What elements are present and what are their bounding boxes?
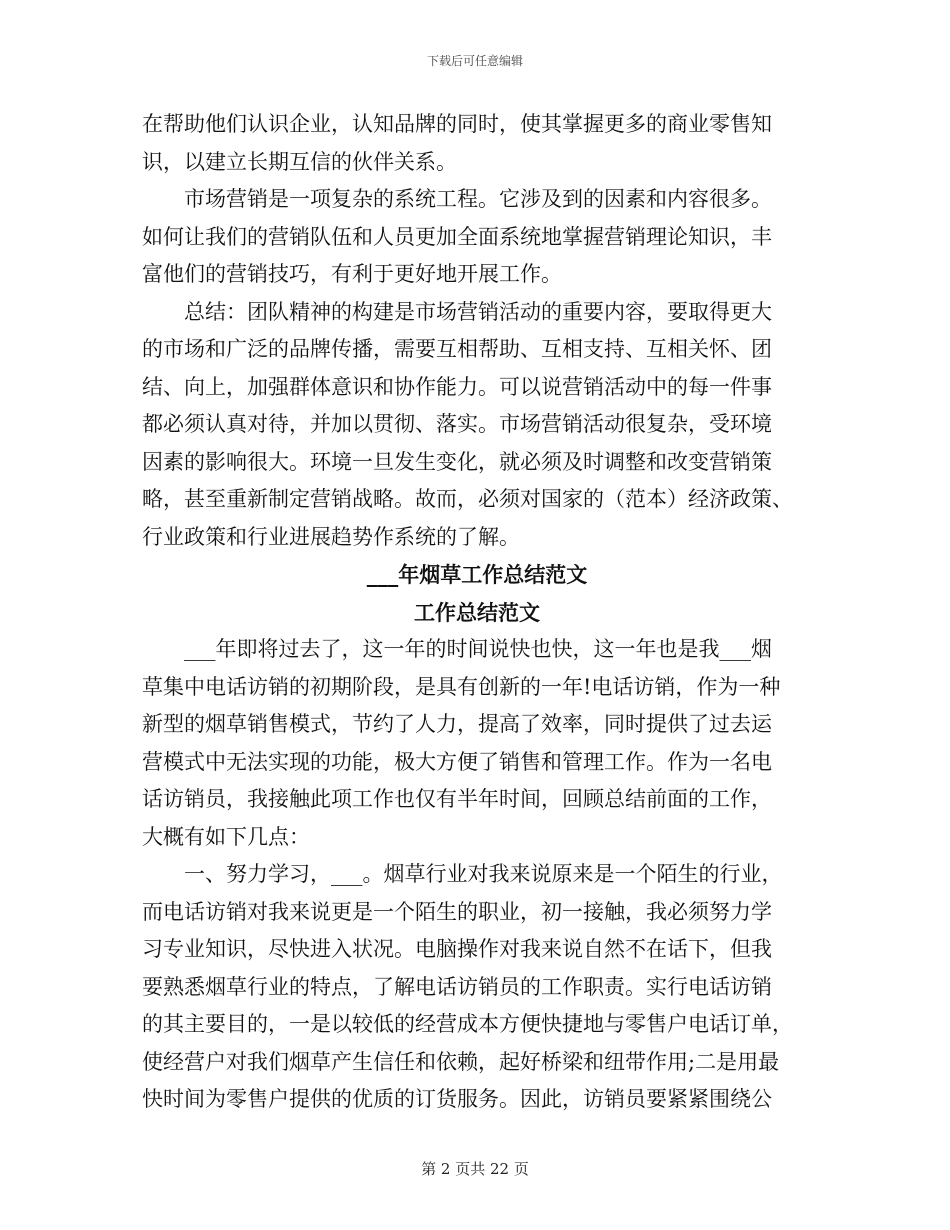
text-line: ___年即将过去了，这一年的时间说快也快，这一年也是我___烟 bbox=[184, 637, 772, 661]
text-line: 在帮助他们认识企业，认知品牌的同时，使其掌握更多的商业零售知 bbox=[142, 112, 772, 136]
text-line: 而电话访销对我来说更是一个陌生的职业，初一接触，我必须努力学 bbox=[142, 899, 772, 924]
text-line: 营模式中无法实现的功能，极大方便了销售和管理工作。作为一名电 bbox=[142, 749, 772, 774]
text-line: 略，甚至重新制定营销战略。故而，必须对国家的（范本）经济政策、 bbox=[142, 487, 793, 511]
text-line: 快时间为零售户提供的优质的订货服务。因此，访销员要紧紧围绕公 bbox=[142, 1087, 772, 1111]
text-line: 大概有如下几点： bbox=[142, 824, 310, 849]
section-title: ___年烟草工作总结范文 bbox=[366, 562, 588, 587]
text-line: 使经营户对我们烟草产生信任和依赖，起好桥梁和纽带作用;二是用最 bbox=[142, 1049, 780, 1074]
text-line: 如何让我们的营销队伍和人员更加全面系统地掌握营销理论知识，丰 bbox=[142, 224, 772, 249]
text-line: 话访销员，我接触此项工作也仅有半年时间，回顾总结前面的工作， bbox=[142, 787, 772, 811]
text-line: 草集中电话访销的初期阶段，是具有创新的一年!电话访销，作为一种 bbox=[142, 674, 781, 699]
text-line: 行业政策和行业进展趋势作系统的了解。 bbox=[142, 524, 520, 549]
text-line: 市场营销是一项复杂的系统工程。它涉及到的因素和内容很多。 bbox=[184, 187, 772, 211]
text-line: 习专业知识，尽快进入状况。电脑操作对我来说自然不在话下，但我 bbox=[142, 937, 772, 961]
text-line: 的市场和广泛的品牌传播，需要互相帮助、互相支持、互相关怀、团 bbox=[142, 337, 772, 361]
document-body bbox=[142, 106, 812, 1119]
text-line: 结、向上，加强群体意识和协作能力。可以说营销活动中的每一件事 bbox=[142, 374, 772, 399]
text-line: 总结：团队精神的构建是市场营销活动的重要内容，要取得更大 bbox=[184, 299, 772, 324]
text-line: 要熟悉烟草行业的特点，了解电话访销员的工作职责。实行电话访销 bbox=[142, 974, 772, 999]
text-line: 一、努力学习，___。烟草行业对我来说原来是一个陌生的行业， bbox=[184, 862, 783, 886]
text-line: 的其主要目的，一是以较低的经营成本方便快捷地与零售户电话订单， bbox=[142, 1012, 793, 1036]
section-title: 工作总结范文 bbox=[414, 599, 540, 625]
page-header: 下载后可任意编辑 bbox=[426, 54, 523, 68]
text-line: 新型的烟草销售模式，节约了人力，提高了效率，同时提供了过去运 bbox=[142, 712, 772, 736]
page-footer: 第 2 页共 22 页 bbox=[421, 1160, 529, 1178]
text-line: 识，以建立长期互信的伙伴关系。 bbox=[142, 149, 457, 174]
text-line: 富他们的营销技巧，有利于更好地开展工作。 bbox=[142, 262, 562, 286]
text-line: 都必须认真对待，并加以贯彻、落实。市场营销活动很复杂，受环境 bbox=[142, 412, 772, 436]
text-line: 因素的影响很大。环境一旦发生变化，就必须及时调整和改变营销策 bbox=[142, 449, 772, 474]
